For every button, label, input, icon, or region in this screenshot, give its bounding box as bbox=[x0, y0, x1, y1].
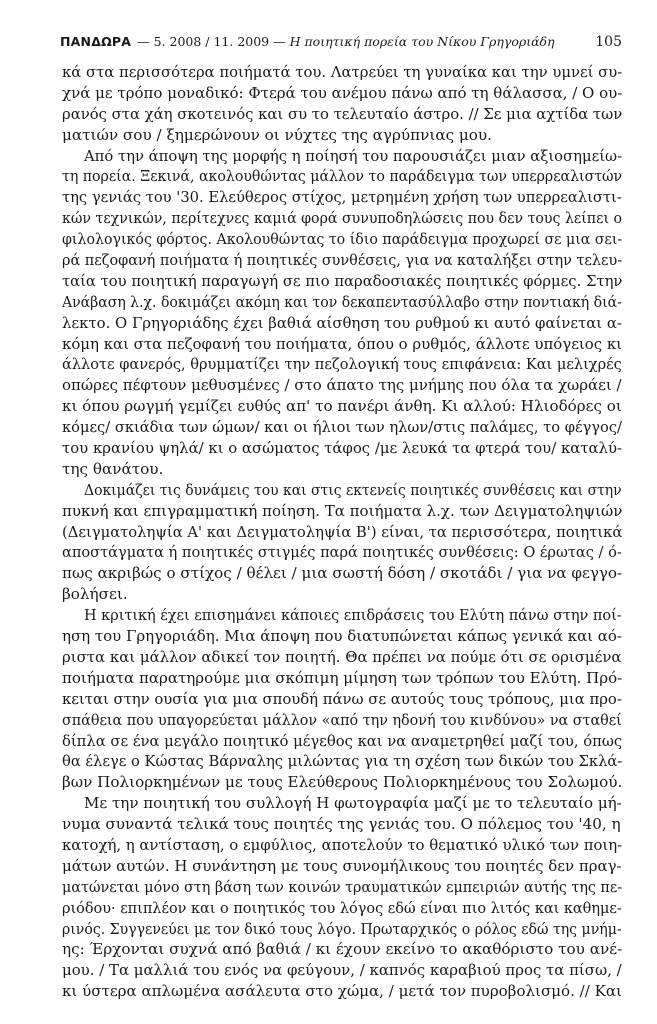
text-line: ριστα και μάλλον αδικεί τον ποιητή. Θα πρέπει να πούμε ότι σε ορισμένα bbox=[62, 647, 622, 666]
text-line: βων Πολιορκημένων με τους Ελεύθερους Πολιορκημένους του Σολωμού. bbox=[62, 773, 622, 792]
text-line: (Δειγματοληψία Α' και Δειγματοληψία Β') είναι, τα περισσότερα, ποιητικά bbox=[62, 522, 622, 541]
text-line: Δοκιμάζει τις δυνάμεις του και στις εκτενείς ποιητικές συνθέσεις και στην bbox=[84, 480, 622, 499]
text-line: αποστάγματα ή ποιητικές στιγμές παρά ποιητικές συνθέσεις: Ο έρωτας / ό- bbox=[62, 543, 622, 562]
text-line: της θανάτου. bbox=[62, 459, 164, 478]
text-line: νυμα συναντά τελικά τους ποιητές της γενιάς του. Ο πόλεμος του '40, η bbox=[62, 815, 621, 834]
text-line: ρανός στα χάη σκοτεινός και συ το τελευταίο άστρο. // Σε μια αχτίδα των bbox=[62, 104, 622, 123]
text-line: Ανάβαση λ.χ. δοκιμάζει ακόμη και τον δεκαπεντασύλλαβο στην ποντιακή διά- bbox=[62, 292, 622, 311]
text-line: θα έλεγε ο Κώστας Βάρναλης μιλώντας για τη σχέση των δικών του Σκλά- bbox=[62, 752, 622, 771]
text-line: χνά με τρόπο μοναδικό: Φτερά του ανέμου πάνω από τη θάλασσα, / Ο ου- bbox=[62, 83, 622, 102]
text-line: ηση του Γρηγοριάδη. Μια άποψη που διατυπώνεται κάπως γενικά και αό- bbox=[62, 627, 622, 646]
text-line: πυκνή και επιγραμματική ποίηση. Τα ποιήματα λ.χ. των Δειγματοληψιών bbox=[62, 501, 622, 520]
text-line: ποιήματα παρατηρούμε μια σκόπιμη μίμηση των τρόπων του Ελύτη. Πρό- bbox=[62, 668, 622, 687]
text-line: μου. / Τα μαλλιά του ενός να φεύγουν, / καπνός καραβιού προς τα πίσω, / bbox=[62, 961, 622, 980]
text-line: τη πορεία. Ξεκινά, ακολουθώντας μάλλον το παράδειγμα των υπερρεαλιστών bbox=[62, 167, 622, 186]
text-line: ρινός. Συγγενεύει με τον δικό τους λόγο. Πρωταρχικός ο ρόλος εδώ της μνήμ- bbox=[62, 919, 622, 938]
text-line: φιλολογικός φόρτος. Ακολουθώντας το ίδιο παράδειγμα προχωρεί σε μια σει- bbox=[62, 230, 622, 249]
text-line: του κρανίου ψηλά/ κι ο ασώματος τάφος /με λευκά τα φτερά του/ καταλύ- bbox=[62, 439, 622, 458]
page-number: 105 bbox=[595, 34, 622, 50]
text-line: κειται στην ουσία για μια σπουδή πάνω σε αυτούς τους τρόπους, μια προ- bbox=[62, 689, 622, 708]
text-line: Με την ποιητική του συλλογή Η φωτογραφία μαζί με το τελευταίο μή- bbox=[84, 794, 622, 813]
text-line: πως ακριβώς ο στίχος / θέλει / μια σωστή δόση / σκοτάδι / για να φεγγο- bbox=[62, 564, 622, 583]
text-line: δίπλα σε ένα μεγάλο ποιητικό μέγεθος και να αναμετρηθεί μαζί του, όπως bbox=[62, 731, 622, 750]
text-line: κόμη και στα πεζοφανή του ποιήματα, όπου ο ρυθμός, άλλοτε υπόγειος κι bbox=[62, 334, 622, 353]
text-line: ριόδου· επιπλέον και ο ποιητικός του λόγος εδώ είναι πιο λιτός και καθημε- bbox=[62, 898, 622, 917]
text-line: λεκτο. Ο Γρηγοριάδης έχει βαθιά αίσθηση του ρυθμού κι αυτό φαίνεται α- bbox=[62, 313, 622, 332]
text-line: κόμες/ σκιάδια των ώμων/ και οι ήλιοι των ηλων/στις παλάμες, το φέγγος/ bbox=[62, 418, 622, 437]
text-line: της γενιάς του '30. Ελεύθερος στίχος, μετρημένη χρήση των υπερρεαλιστι- bbox=[62, 188, 622, 207]
text-line: κι όπου ρωγμή γεμίζει ευθύς απ' το πανέρι άνθη. Κι αλλού: Ηλιοδόρες οι bbox=[62, 397, 622, 416]
text-line: άλλοτε φανερός, θρυμματίζει την πεζολογική τους επιφάνεια: Και μελιχρές bbox=[62, 355, 622, 374]
text-line: σπάθεια που υπαγορεύεται μάλλον «από την ηδονή του κινδύνου» να σταθεί bbox=[62, 710, 622, 729]
text-line: κατοχή, η αντίσταση, ο εμφύλιος, αποτελούν το θεματικό υλικό των ποιη- bbox=[62, 835, 622, 854]
text-line: μάτων αυτών. Η συνάντηση με τους συνομήλικους του ποιητές δεν πραγ- bbox=[62, 856, 622, 875]
text-line: ης: Έρχονται συχνά από βαθιά / κι έχουν εκείνο το ακαθόριστο του ανέ- bbox=[62, 940, 622, 959]
article-body bbox=[62, 62, 622, 1002]
issue-range: — 5. 2008 / 11. 2009 — bbox=[137, 34, 286, 49]
text-line: ματώνεται μόνο στη βάση των κοινών τραυματικών εμπειριών αυτής της πε- bbox=[62, 877, 622, 896]
text-line: κών τεχνικών, περίτεχνες καμιά φορά συνυποδηλώσεις που δεν τους λείπει ο bbox=[62, 209, 622, 228]
text-line: κά στα περισσότερα ποιήματά του. Λατρεύει τη γυναίκα και την υμνεί συ- bbox=[62, 63, 622, 81]
text-line: ρά πεζοφανή ποιήματα ή ποιητικές συνθέσεις, για να καταλήξει στην τελευ- bbox=[62, 251, 622, 270]
text-line: ταία του ποιητική παραγωγή σε πιο παραδοσιακές ποιητικές φόρμες. Στην bbox=[62, 271, 622, 290]
text-line: Η κριτική έχει επισημάνει κάποιες επιδράσεις του Ελύτη πάνω στην ποί- bbox=[84, 606, 622, 625]
running-head bbox=[60, 34, 622, 54]
text-line: κι ύστερα απλωμένα ασάλευτα στο χώμα, / μετά τον πυροβολισμό. // Και bbox=[62, 982, 622, 1001]
text-line: ματιών σου / ξημερώνουν οι νύχτες της αγρύπνιας μου. bbox=[62, 125, 492, 144]
text-line: Από την άποψη της μορφής η ποίησή του παρουσιάζει μιαν αξιοσημείω- bbox=[84, 146, 622, 165]
text-line: οπώρες πέφτουν μεθυσμένες / στο άπατο της μνήμης που όλα τα χωράει / bbox=[62, 376, 622, 395]
journal-logo: ΠΑΝΔΩΡΑ bbox=[60, 34, 132, 49]
article-title: Η ποιητική πορεία του Νίκου Γρηγοριάδη bbox=[289, 34, 555, 49]
text-line: βολήσει. bbox=[62, 585, 128, 604]
